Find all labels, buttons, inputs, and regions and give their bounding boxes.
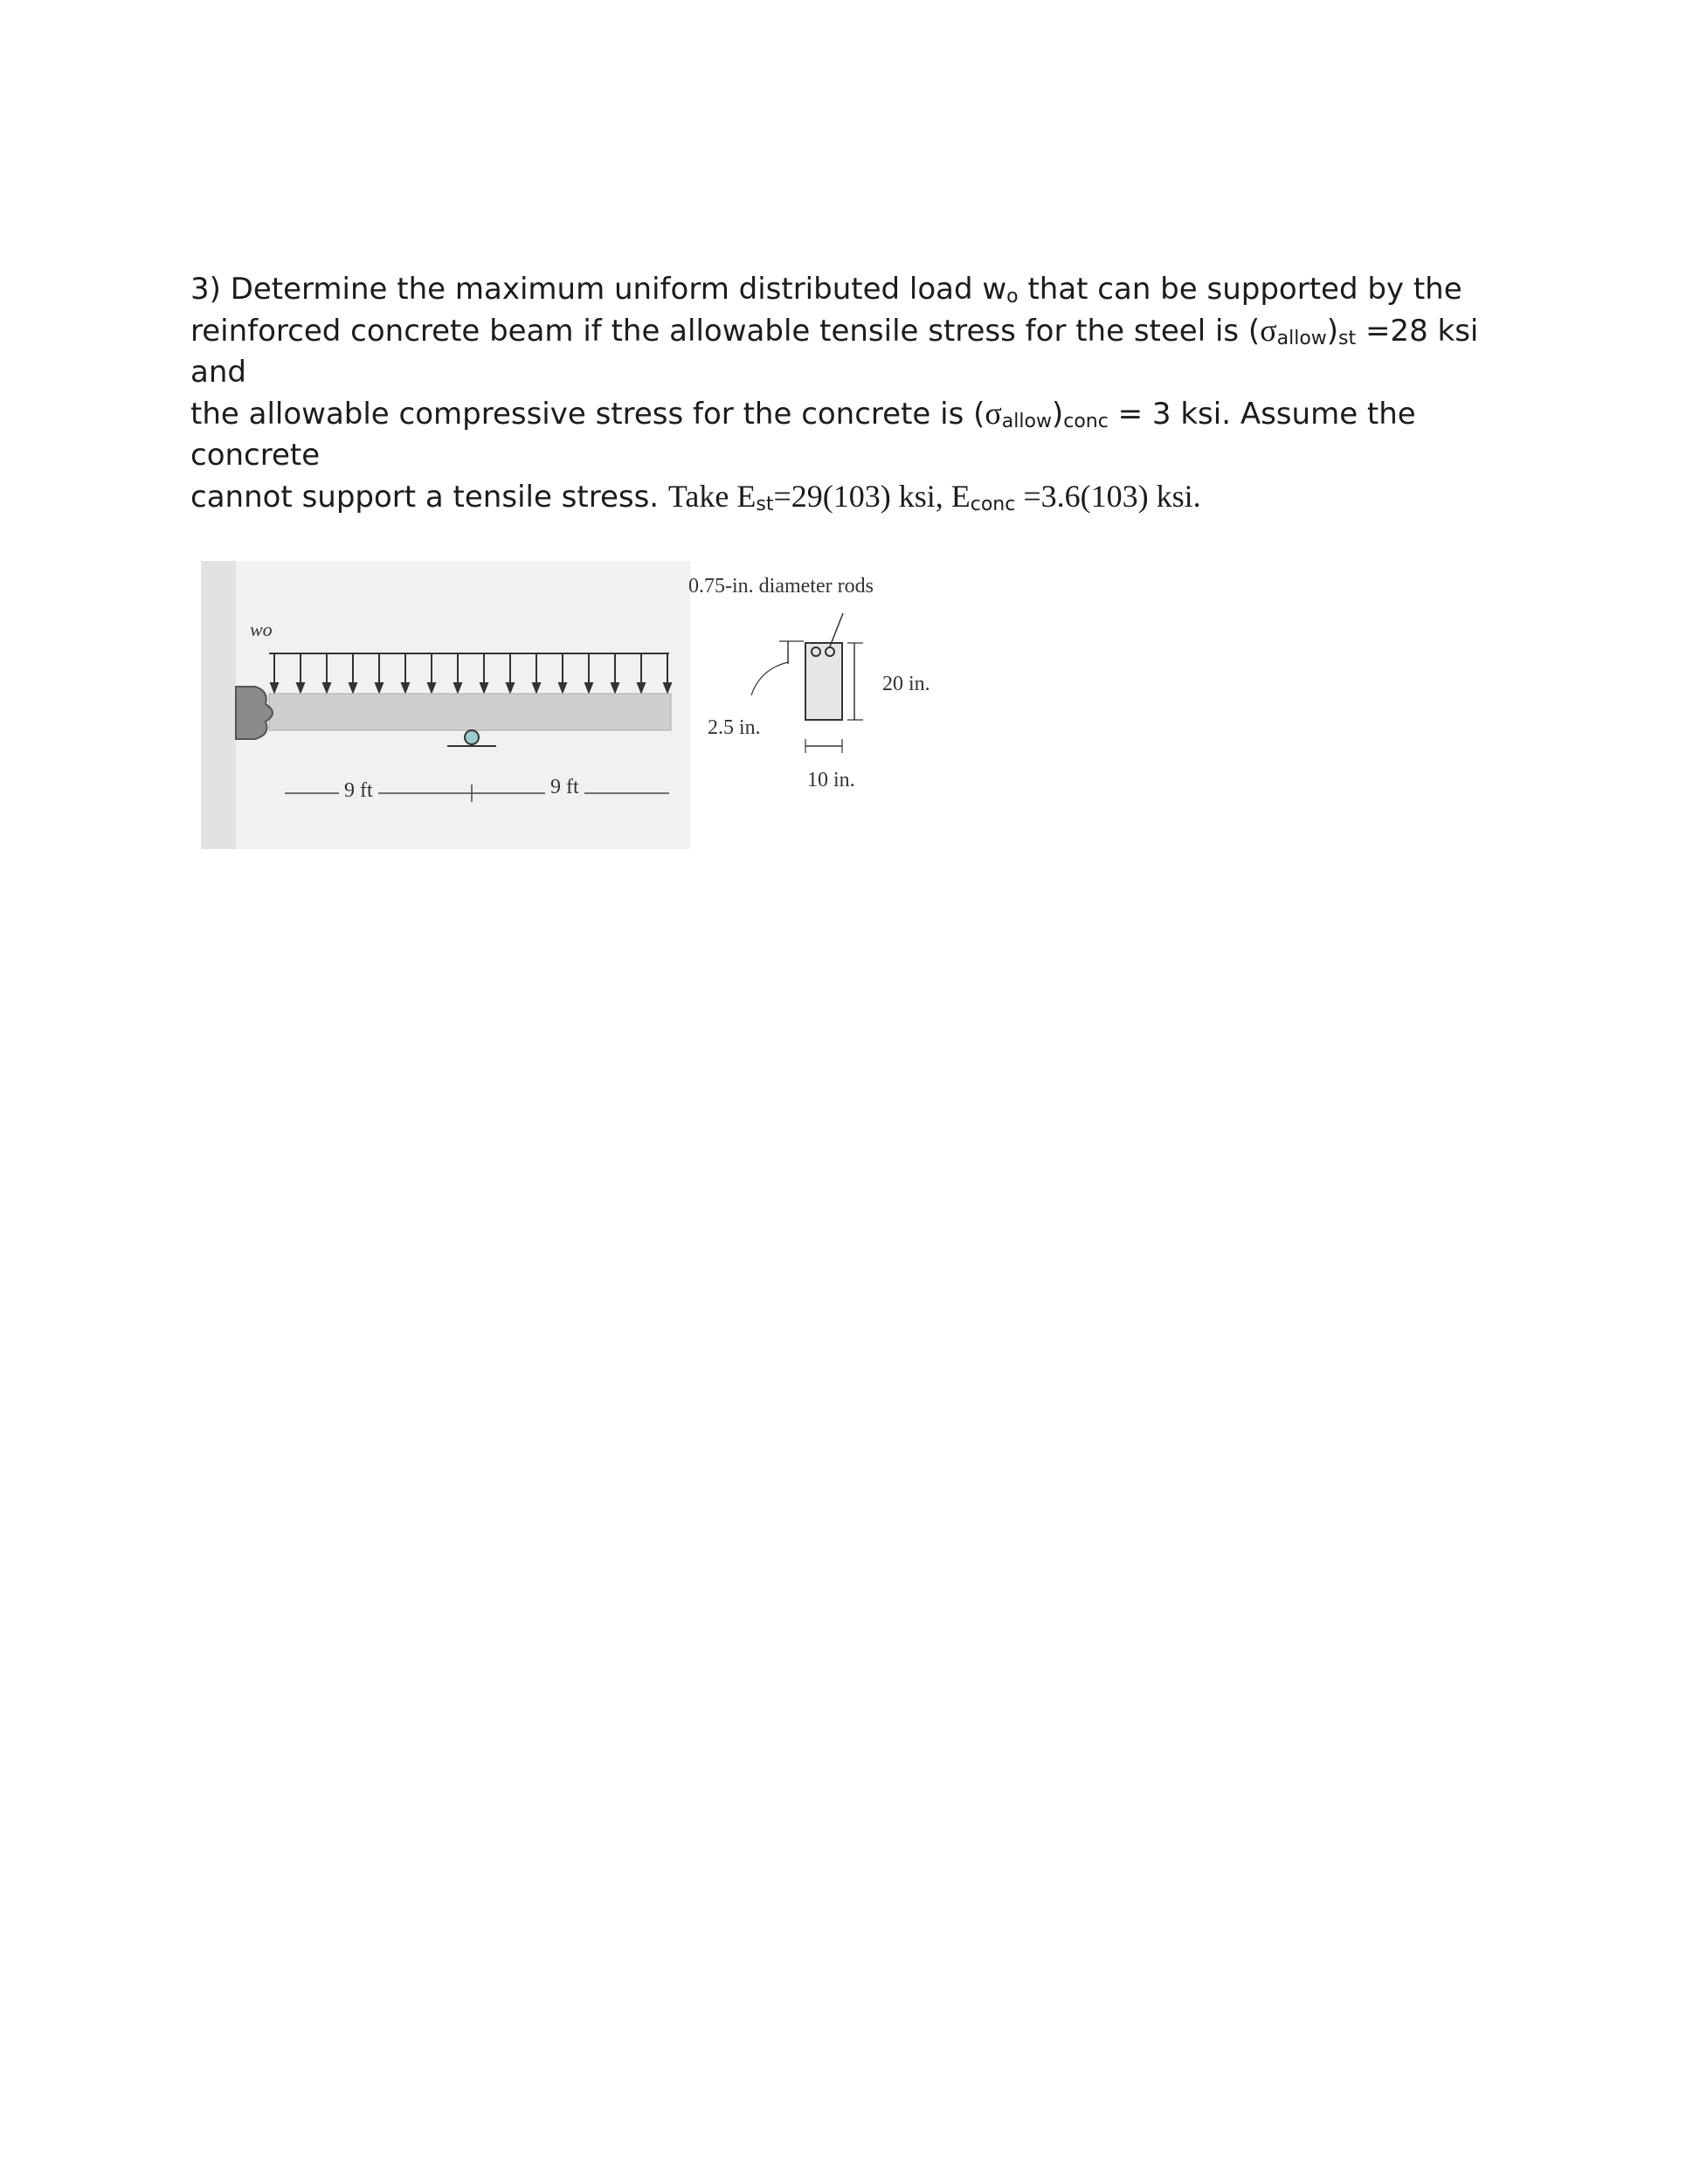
width-label: 10 in. — [807, 769, 855, 791]
load-label: wo — [250, 619, 273, 640]
figure-left-shadow — [201, 561, 236, 849]
beam-diagram — [201, 556, 987, 853]
cover-leader — [751, 662, 788, 695]
span-1-label: 9 ft — [339, 779, 378, 803]
problem-line-1: 3) Determine the maximum uniform distributed load $w_o$ that can be supported by the — [190, 272, 1462, 308]
rods-label: 0.75-in. diameter rods — [688, 575, 874, 598]
problem-line-3: the allowable compressive stress for the concrete is $(\sigma_{allow})_{conc} = 3$ ksi. Assume the concrete — [190, 396, 1416, 473]
roller-support — [465, 730, 479, 744]
rods-leader — [830, 613, 843, 646]
problem-statement — [190, 269, 1518, 518]
cover-label: 2.5 in. — [708, 716, 761, 739]
concrete-beam — [269, 694, 671, 730]
cross-section — [805, 643, 842, 720]
beam-figure — [201, 556, 987, 853]
depth-label: 20 in. — [882, 673, 930, 695]
problem-line-2: reinforced concrete beam if the allowable tensile stress for the steel is $(\sigma_{allow})_{st} =28$ ksi and — [190, 313, 1479, 390]
problem-line-4: cannot support a tensile stress. Take $E_{st}=29(103)$ ksi, $E_{conc} =3.6(103)$ ksi. — [190, 479, 1201, 515]
span-2-label: 9 ft — [545, 776, 584, 799]
